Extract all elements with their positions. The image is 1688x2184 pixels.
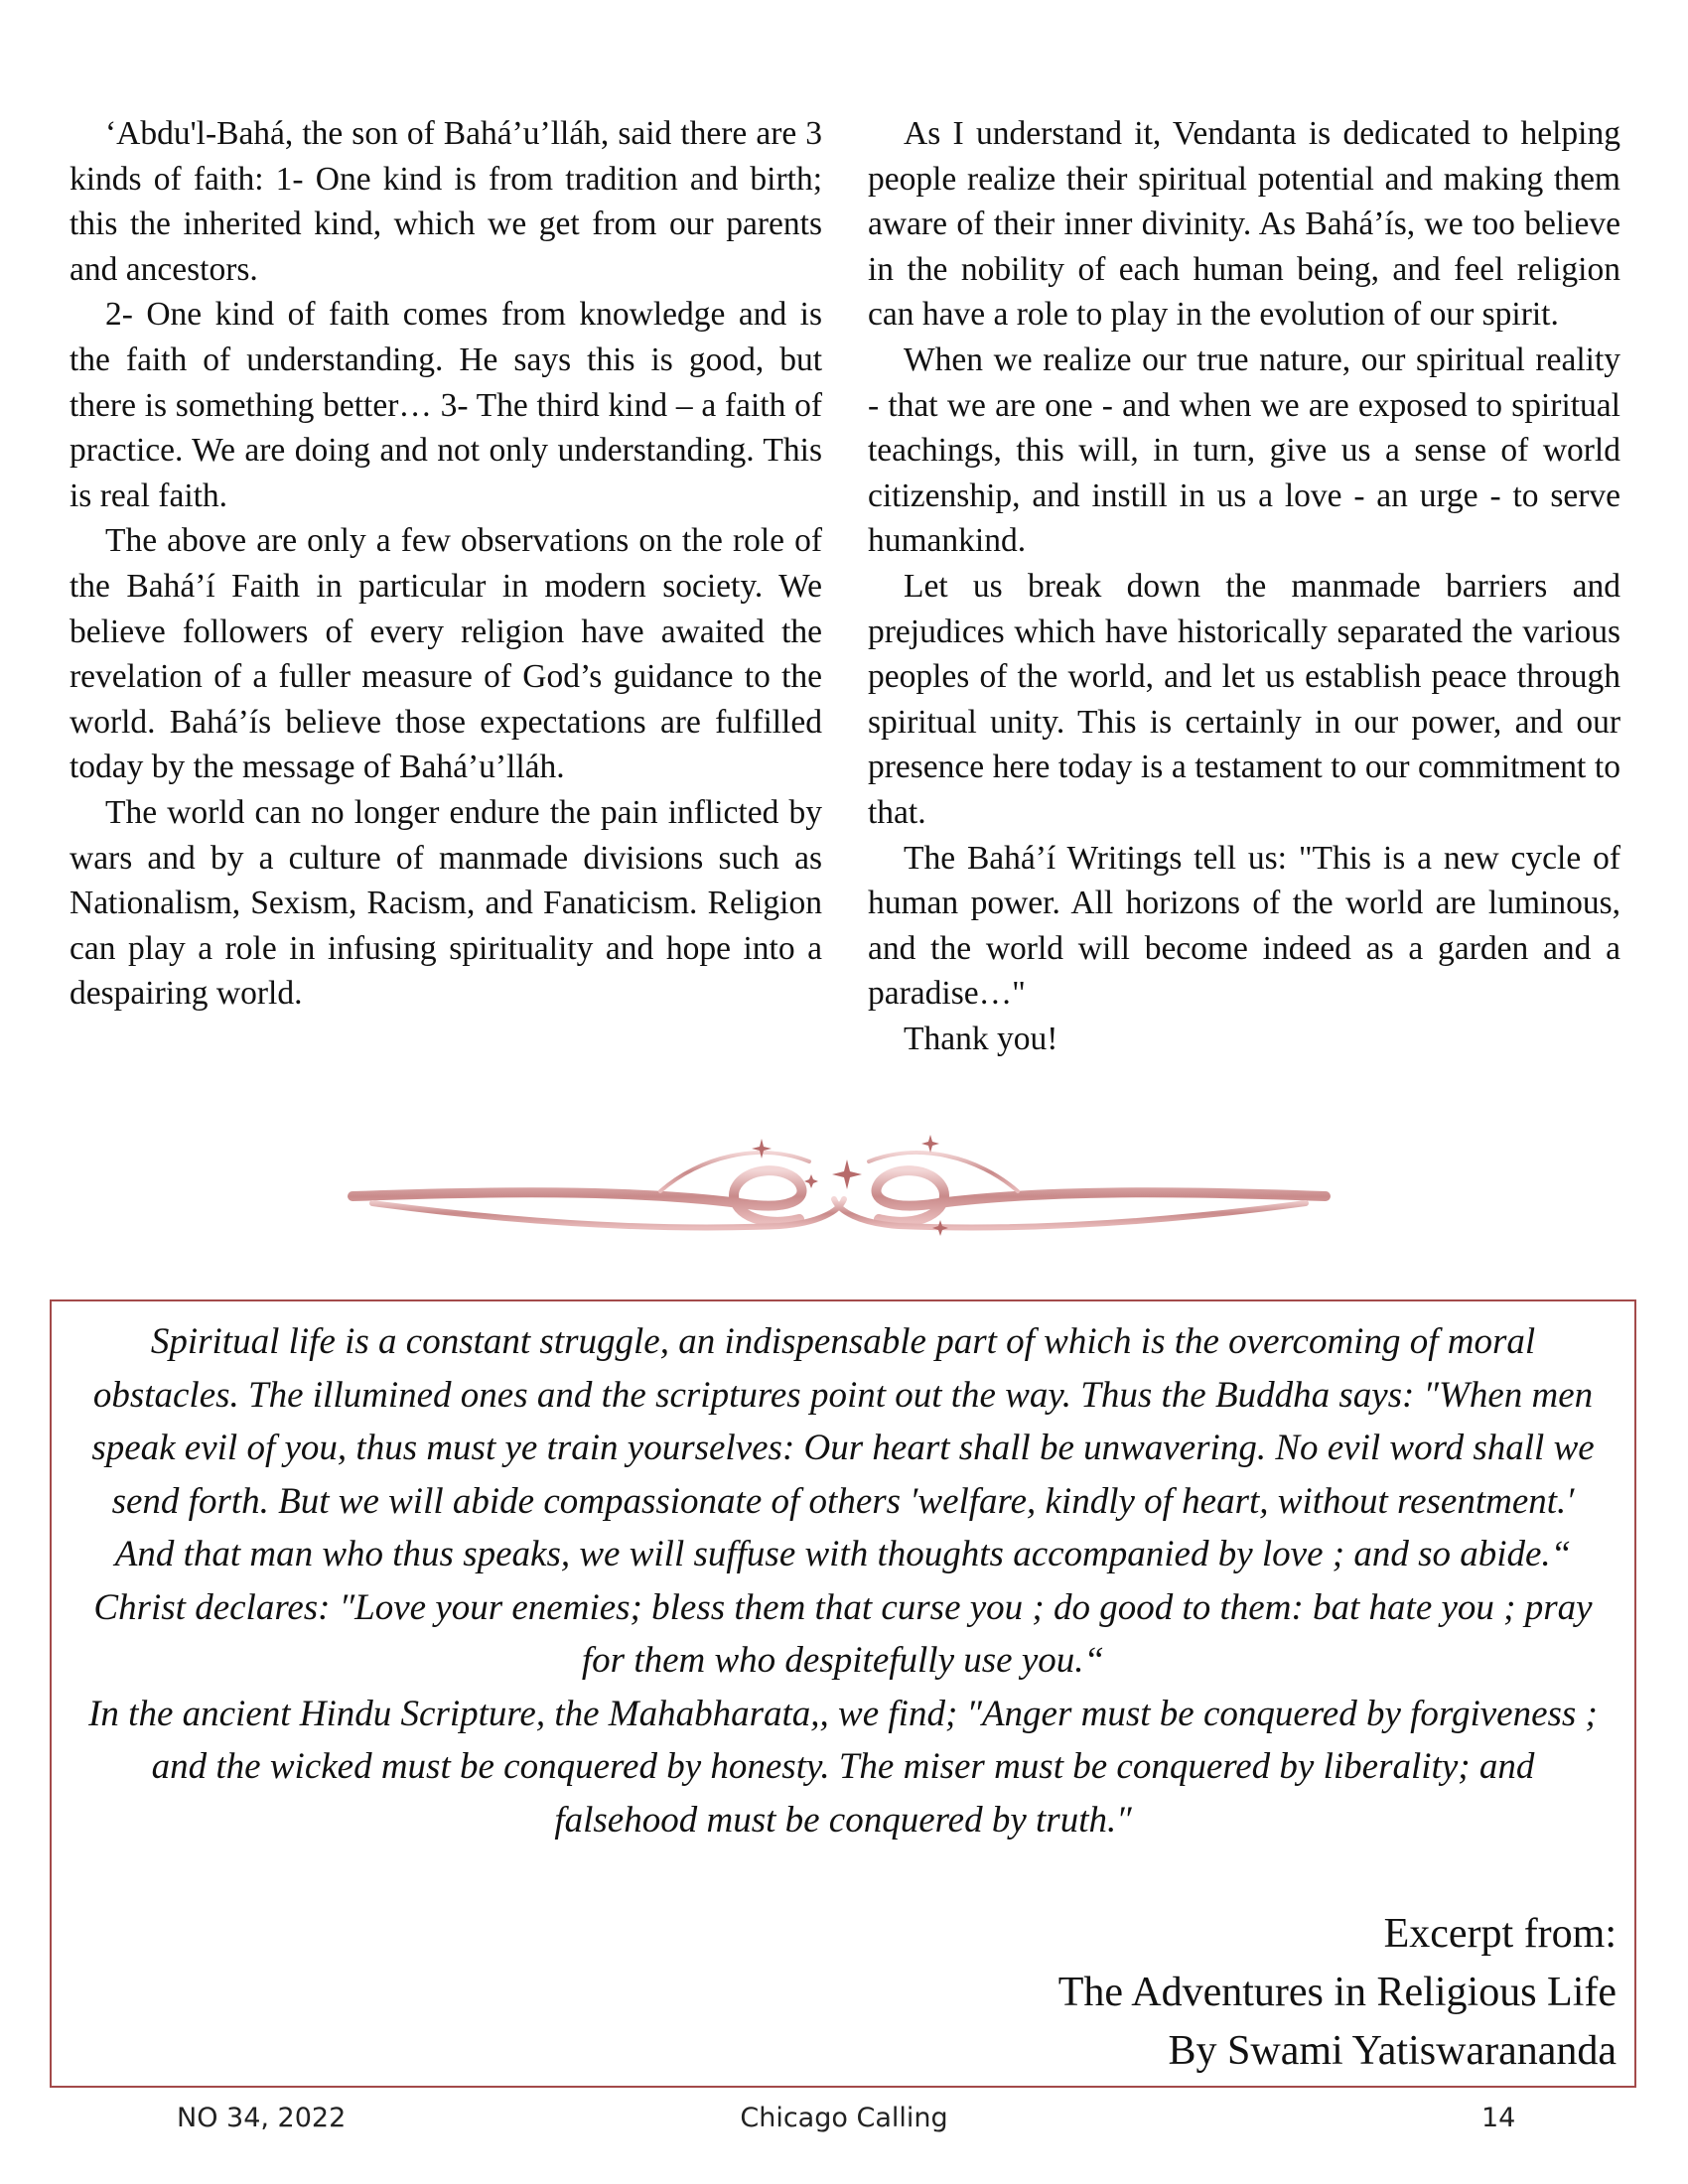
footer-publication-title: Chicago Calling: [740, 2103, 948, 2133]
right-column: [868, 111, 1620, 1061]
footer-issue: NO 34, 2022: [177, 2103, 347, 2133]
attribution-book-title: The Adventures in Religious Life: [1057, 1970, 1617, 2015]
attribution-line-1: Excerpt from:: [1383, 1911, 1617, 1957]
quote-text: [81, 1315, 1605, 1846]
attribution-author: By Swami Yatiswarananda: [1168, 2028, 1617, 2074]
left-column: [70, 111, 822, 1017]
right-paragraph-1: As I understand it, Vendanta is dedicated to helping people realize their spiritual potential and making them aware of their inner divinity. As Bahá’ís, we too believe in the nobility of each human being, and feel religion can have a role to play in the evolution of our spirit.: [868, 115, 1620, 334]
quote-paragraph-christ: Christ declares: ″Love your enemies; bless them that curse you ; do good to them: bat hate you ; pray for them who despitefully use you.“: [93, 1586, 1593, 1681]
left-paragraph-2: 2- One kind of faith comes from knowledge and is the faith of understanding. He says this is good, but there is something better… 3- The third kind – a faith of practice. We are doing and not only understanding. This is real faith.: [70, 296, 822, 514]
left-paragraph-1: ‘Abdu'l-Bahá, the son of Bahá’u’lláh, said there are 3 kinds of faith: 1- One kind is from tradition and birth; this the inherited kind, which we get from our parents and ancestors.: [70, 115, 822, 288]
quote-paragraph-buddha: Spiritual life is a constant struggle, an indispensable part of which is the overcoming of moral obstacles. The illumined ones and the scriptures point out the way. Thus the Buddha says: ″When men speak evil of you, thus must ye train yourselves: Our heart shall be unwavering. No evil word shall we send forth. But we will abide compassionate of others ′welfare, kindly of heart, without resentment.′ And that man who thus speaks, we will suffuse with thoughts accompanied by love ; and so abide.“: [91, 1321, 1595, 1574]
left-paragraph-4: The world can no longer endure the pain inflicted by wars and by a culture of manmade divisions such as Nationalism, Sexism, Racism, and Fanaticism. Religion can play a role in infusing spirituality and hope into a despairing world.: [70, 793, 822, 1013]
quote-attribution: [1058, 1905, 1617, 2081]
left-paragraph-3: The above are only a few observations on the role of the Bahá’í Faith in particular in modern society. We believe followers of every religion have awaited the revelation of a fuller measure of God’s guidance to the world. Bahá’ís believe those expectations are fulfilled today by the message of Bahá’u’lláh.: [70, 522, 822, 786]
decorative-swirl-divider-icon: [343, 1132, 1336, 1256]
quote-paragraph-mahabharata: In the ancient Hindu Scripture, the Mahabharata,, we find; ″Anger must be conquered by forgiveness ; and the wicked must be conquered by honesty. The miser must be conquered by liberality; and falsehood must be conquered by truth.″: [88, 1693, 1598, 1841]
right-paragraph-3: Let us break down the manmade barriers and prejudices which have historically separated the various peoples of the world, and let us establish peace through spiritual unity. This is certainly in our power, and our presence here today is a testament to our commitment to that.: [868, 567, 1620, 831]
right-paragraph-5: Thank you!: [904, 1020, 1058, 1057]
footer-page-number: 14: [1481, 2103, 1516, 2133]
quote-box: [50, 1299, 1636, 2088]
right-paragraph-4: The Bahá’í Writings tell us: "This is a new cycle of human power. All horizons of the world are luminous, and the world will become indeed as a garden and a paradise…": [868, 839, 1620, 1013]
right-paragraph-2: When we realize our true nature, our spiritual reality - that we are one - and when we are exposed to spiritual teachings, this will, in turn, give us a sense of world citizenship, and instill in us a love - an urge - to serve humankind.: [868, 341, 1620, 560]
